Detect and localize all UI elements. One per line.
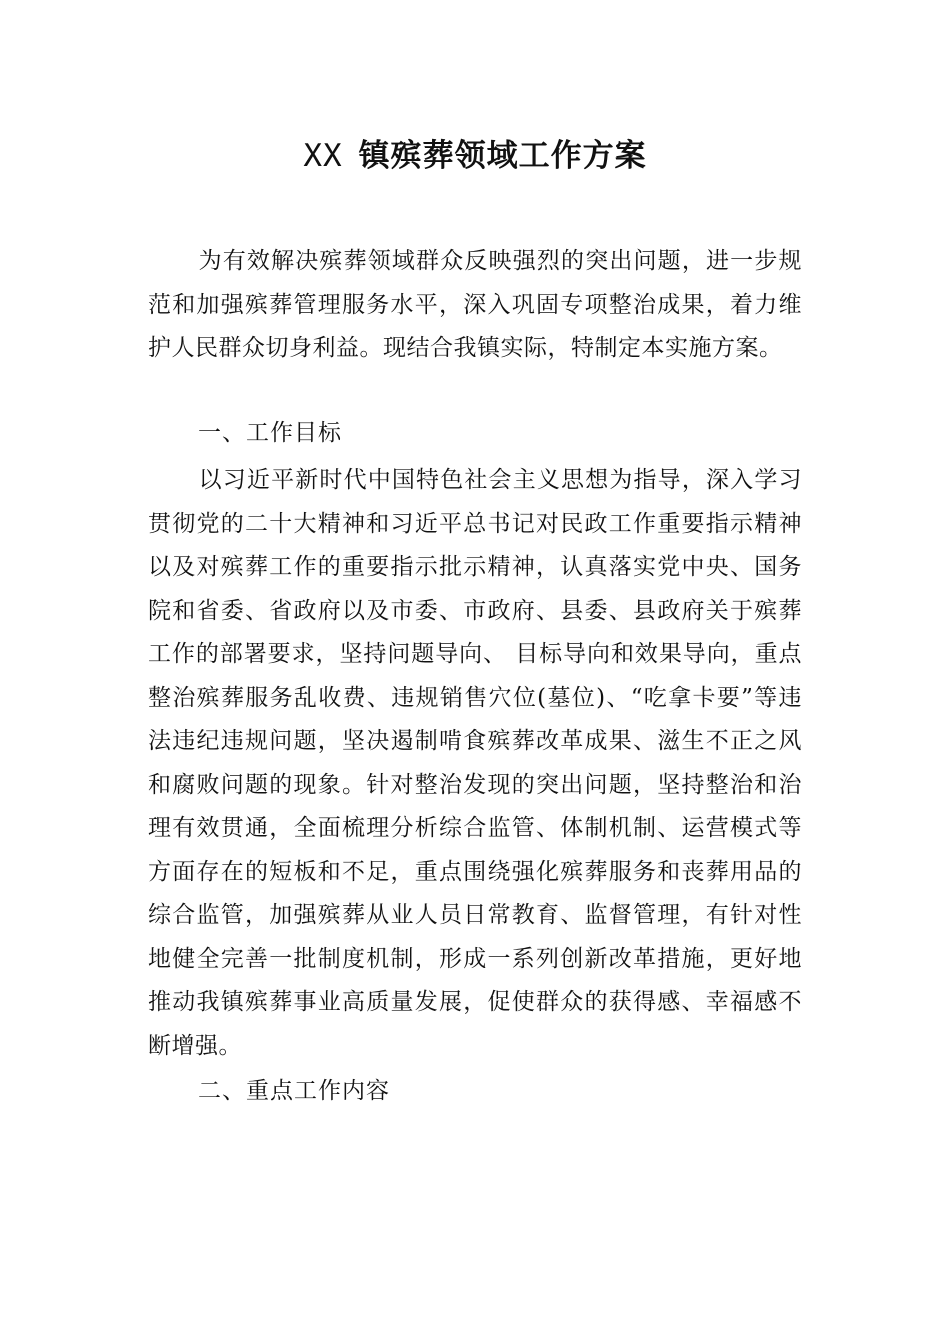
title-prefix: XX [303,138,343,174]
title-main: 镇殡葬领域工作方案 [358,138,647,174]
section-heading-goals: 一、工作目标 [198,420,342,446]
document-title [0,128,950,184]
section-body-goals: 以习近平新时代中国特色社会主义思想为指导，深入学习贯彻党的二十大精神和习近平总书记对民政工作重要指示精神以及对殡葬工作的重要指示批示精神，认真落实党中央、国务院和省委、省政府以及市委、市政府、县委、县政府关于殡葬工作的部署要求，坚持问题导向、 目标导向和效果导向，重点整治殡葬服务乱收费、违规销售穴位(墓位)、“吃拿卡要”等违法违纪违规问题，坚决遏制啃食殡葬改革成果、滋生不正之风和腐败问题的现象。针对整治发现的突出问题，坚持整治和治理有效贯通，全面梳理分析综合监管、体制机制、运营模式等方面存在的短板和不足，重点围绕强化殡葬服务和丧葬用品的综合监管，加强殡葬从业人员日常教育、监督管理，有针对性地健全完善一批制度机制，形成一系列创新改革措施，更好地推动我镇殡葬事业高质量发展，促使群众的获得感、幸福感不断增强。 [148,467,802,1059]
section-heading-key-work: 二、重点工作内容 [198,1078,390,1104]
intro-paragraph: 为有效解决殡葬领域群众反映强烈的突出问题，进一步规范和加强殡葬管理服务水平，深入巩固专项整治成果，着力维护人民群众切身利益。现结合我镇实际，特制定本实施方案。 [148,248,802,361]
